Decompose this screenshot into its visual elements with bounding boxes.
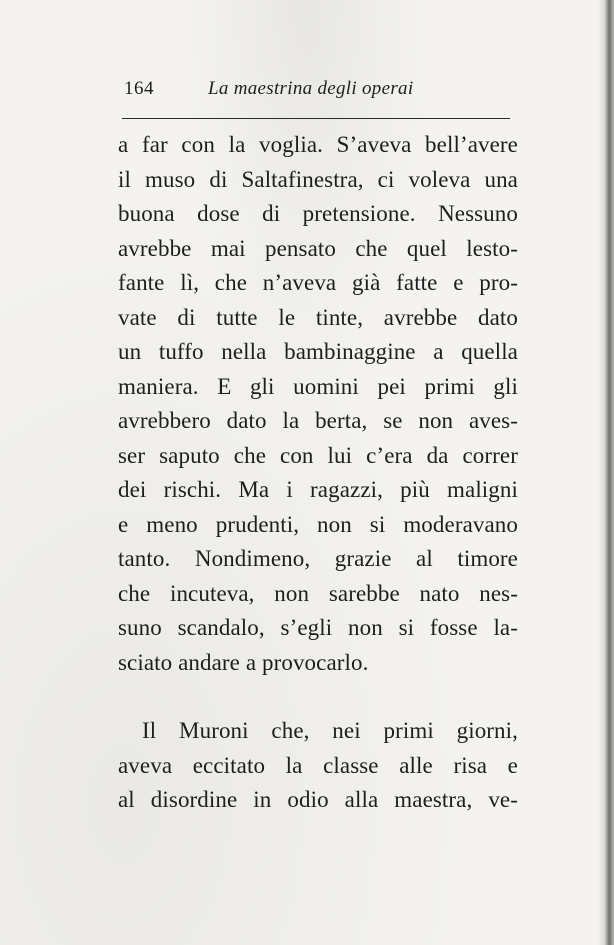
text-line: aveva eccitato la classe alle risa e — [118, 752, 518, 778]
header-rule — [122, 118, 510, 119]
text-line: maniera. E gli uomini pei primi gli — [118, 373, 518, 399]
text-line: che incuteva, non sarebbe nato nes- — [118, 580, 518, 606]
text-line: e meno prudenti, non si moderavano — [118, 511, 518, 537]
running-head — [124, 78, 516, 106]
text-line: avrebbero dato la berta, se non aves- — [118, 408, 518, 433]
text-line: dei rischi. Ma i ragazzi, più maligni — [118, 477, 518, 502]
text-line: suno scandalo, s’egli non si fosse la- — [118, 615, 518, 640]
text-line: al disordine in odio alla maestra, ve- — [118, 787, 518, 812]
text-line: vate di tutte le tinte, avrebbe dato — [118, 304, 518, 330]
text-line: buona dose di pretensione. Nessuno — [118, 201, 518, 226]
page-number: 164 — [124, 78, 154, 99]
text-line: un tuffo nella bambinaggine a quella — [118, 339, 518, 364]
text-line: sciato andare a provocarlo. — [118, 649, 369, 675]
text-line: tanto. Nondimeno, grazie al timore — [118, 546, 518, 571]
text-line: a far con la voglia. S’aveva bell’avere — [118, 132, 518, 157]
text-line: Il Muroni che, nei primi giorni, — [142, 718, 518, 743]
paragraph-2 — [118, 714, 518, 818]
text-line: ser saputo che con lui c’era da correr — [118, 442, 518, 468]
paragraph-gap — [118, 680, 518, 714]
running-title: La maestrina degli operai — [208, 78, 414, 99]
paragraph-1 — [118, 128, 518, 680]
body-text — [118, 128, 518, 818]
binding-edge — [598, 0, 614, 945]
text-line: avrebbe mai pensato che quel lesto- — [118, 235, 518, 261]
text-line: fante lì, che n’aveva già fatte e pro- — [118, 270, 518, 295]
text-line: il muso di Saltafinestra, ci voleva una — [118, 166, 518, 192]
